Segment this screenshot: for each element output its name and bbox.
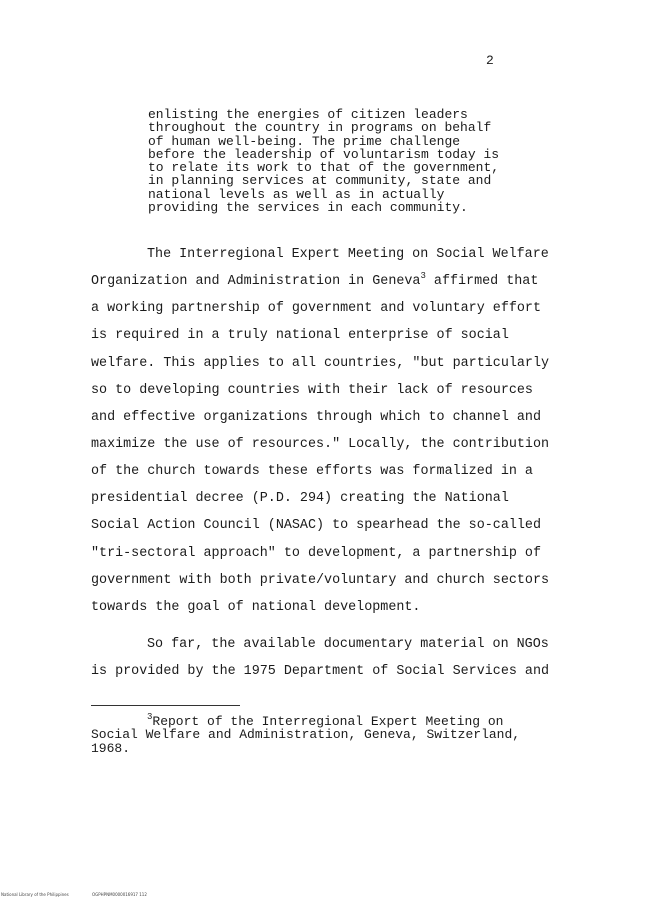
footnote <box>91 712 571 756</box>
body-line: so to developing countries with their lack of resources <box>91 382 533 398</box>
body-line: a working partnership of government and voluntary effort <box>91 301 541 317</box>
quote-line: of human well-being. The prime challenge <box>148 133 461 149</box>
quote-line: national levels as well as in actually <box>148 186 445 202</box>
body-line: "tri-sectoral approach" to development, a partnership of <box>91 545 541 561</box>
body-line: towards the goal of national development. <box>91 599 421 615</box>
body-line-text: Organization and Administration in Geneva <box>91 274 421 290</box>
block-quote <box>148 108 528 214</box>
body-line <box>91 268 571 295</box>
body-line: So far, the available documentary material on NGOs <box>147 637 549 652</box>
footnote-marker: 3 <box>147 712 153 722</box>
body-line: and effective organizations through which to channel and <box>91 409 541 425</box>
body-line: is required in a truly national enterprise of social <box>91 328 509 344</box>
body-line: government with both private/voluntary and church sectors <box>91 572 550 588</box>
quote-line: to relate its work to that of the government, <box>148 160 500 176</box>
body-line: of the church towards these efforts was formalized in a <box>91 464 533 480</box>
body-line: The Interregional Expert Meeting on Social Welfare <box>147 247 549 262</box>
footnote-text: Report of the Interregional Expert Meeting on <box>152 714 504 729</box>
footnote-reference: 3 <box>420 271 426 282</box>
footnote-line <box>91 712 571 729</box>
library-credit: National Library of the Philippines <box>1 892 69 897</box>
paragraph-1 <box>91 241 571 621</box>
archive-footer <box>1 892 169 897</box>
paragraph-2 <box>91 631 571 685</box>
body-line: presidential decree (P.D. 294) creating the National <box>91 491 509 507</box>
quote-line: before the leadership of voluntarism today is <box>148 146 500 162</box>
body-line-text: affirmed that <box>425 274 539 290</box>
footnote-line: Social Welfare and Administration, Geneva, Switzerland, <box>91 727 521 743</box>
quote-line: providing the services in each community. <box>148 200 468 216</box>
quote-line: enlisting the energies of citizen leaders <box>148 107 468 122</box>
page-number: 2 <box>486 53 494 68</box>
body-line: is provided by the 1975 Department of Social Services and <box>91 664 550 679</box>
quote-line: throughout the country in programs on behalf <box>148 120 492 136</box>
archive-code: OGPHPNM0000016917 112 <box>92 892 147 897</box>
body-line: maximize the use of resources." Locally, the contribution <box>91 436 550 452</box>
footnote-line: 1968. <box>91 740 131 756</box>
quote-line: in planning services at community, state and <box>148 173 492 189</box>
body-line: Social Action Council (NASAC) to spearhead the so-called <box>91 518 541 534</box>
body-line: welfare. This applies to all countries, "but particularly <box>91 355 550 371</box>
footnote-divider <box>91 705 240 706</box>
